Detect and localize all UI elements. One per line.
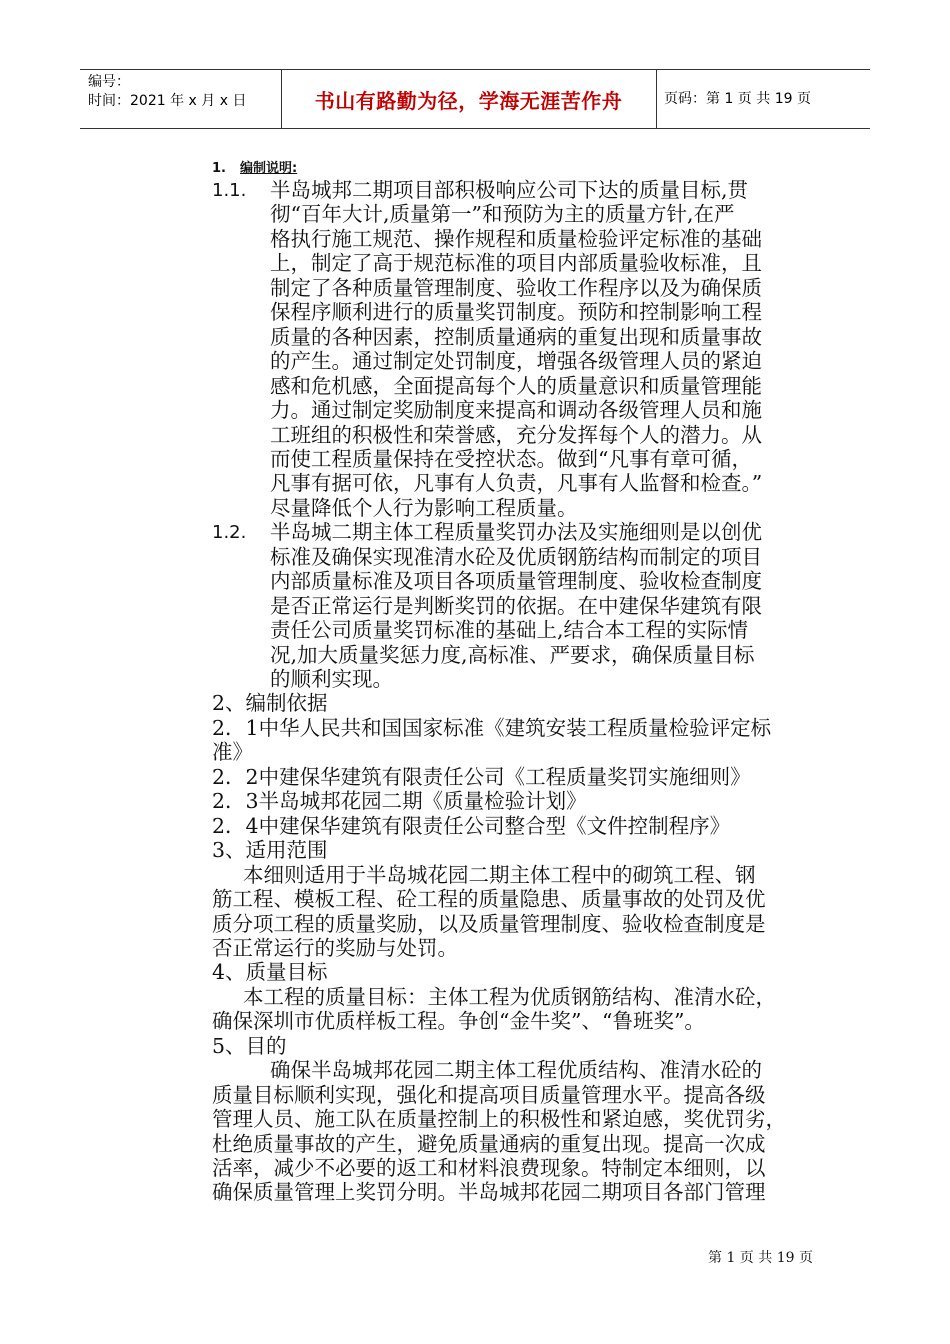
paragraph-line: 准》 [212,740,253,765]
section-1-number: 1. [212,161,226,176]
paragraph-line: 保程序顺利进行的质量奖罚制度。预防和控制影响工程 [270,300,762,325]
section-1-title: 编制说明: [239,161,298,176]
header-meta [88,73,246,111]
paragraph-line: 2．2中建保华建筑有限责任公司《工程质量奖罚实施细则》 [212,764,751,789]
paragraph-line: 本细则适用于半岛城花园二期主体工程中的砌筑工程、钢 [243,862,756,887]
doc-number-label: 编号： [88,74,130,90]
header-motto: 书山有路勤为径，学海无涯苦作舟 [314,88,623,113]
paragraph-line: 质量的各种因素，控制质量通病的重复出现和质量事故 [270,324,762,349]
paragraph-line: 本工程的质量目标：主体工程为优质钢筋结构、准清水砼， [243,984,776,1009]
paragraph-line: 确保质量管理上奖罚分明。半岛城邦花园二期项目各部门管理 [212,1180,766,1205]
paragraph-line: 力。通过制定奖励制度来提高和调动各级管理人员和施 [270,398,762,423]
page-header [80,69,870,129]
paragraph-line: 质量目标顺利实现，强化和提高项目质量管理水平。提高各级 [212,1082,766,1107]
header-page-label: 页码：第 1 页 共 19 页 [664,91,811,107]
paragraph-line: 标准及确保实现准清水砼及优质钢筋结构而制定的项目 [270,544,762,569]
paragraph-line: 半岛城二期主体工程质量奖罚办法及实施细则是以创优 [270,520,762,545]
paragraph-line: 制定了各种质量管理制度、验收工作程序以及为确保质 [270,275,762,300]
paragraph-line: 半岛城邦二期项目部积极响应公司下达的质量目标,贯 [270,178,749,202]
time-label: 时间：2021 年 x 月 x 日 [88,93,247,109]
paragraph-line: 感和危机感，全面提高每个人的质量意识和质量管理能 [270,373,762,398]
paragraph-line: 况,加大质量奖惩力度,高标准、严要求，确保质量目标 [270,642,755,667]
paragraph-line: 工班组的积极性和荣誉感，充分发挥每个人的潜力。从 [270,422,762,447]
paragraph-line: 而使工程质量保持在受控状态。做到“凡事有章可循， [270,446,752,471]
paragraph-line: 管理人员、施工队在质量控制上的积极性和紧迫感，奖优罚劣， [212,1107,786,1132]
item-number: 1.1. [212,180,247,201]
paragraph-line: 2．4中建保华建筑有限责任公司整合型《文件控制程序》 [212,813,731,838]
paragraph-line: 2．1中华人民共和国国家标准《建筑安装工程质量检验评定标 [212,715,772,740]
paragraph-line: 内部质量标准及项目各项质量管理制度、验收检查制度 [270,569,762,594]
section-heading: 4、质量目标 [212,960,328,985]
paragraph-line: 确保深圳市优质样板工程。争创“金牛奖”、“鲁班奖”。 [212,1009,705,1034]
paragraph-line: 确保半岛城邦花园二期主体工程优质结构、准清水砼的 [270,1058,762,1083]
paragraph-line: 2．3半岛城邦花园二期《质量检验计划》 [212,789,587,814]
paragraph-line: 质分项工程的质量奖励，以及质量管理制度、验收检查制度是 [212,911,766,936]
paragraph-line: 凡事有据可依，凡事有人负责，凡事有人监督和检查。” [270,471,763,496]
header-divider [656,70,657,128]
paragraph-line: 的产生。通过制定处罚制度，增强各级管理人员的紧迫 [270,349,762,374]
paragraph-line: 杜绝质量事故的产生，避免质量通病的重复出现。提高一次成 [212,1131,766,1156]
paragraph-line: 上，制定了高于规范标准的项目内部质量验收标准，且 [270,251,762,276]
paragraph-line: 责任公司质量奖罚标准的基础上,结合本工程的实际情 [270,618,749,643]
paragraph-line: 尽量降低个人行为影响工程质量。 [270,495,578,520]
paragraph-line: 的顺利实现。 [270,667,393,691]
page-footer: 第 1 页 共 19 页 [708,1250,813,1266]
paragraph-line: 格执行施工规范、操作规程和质量检验评定标准的基础 [270,226,762,251]
item-number: 1.2. [212,522,247,544]
paragraph-line: 是否正常运行是判断奖罚的依据。在中建保华建筑有限 [270,593,762,618]
section-heading: 2、编制依据 [212,691,328,716]
section-1-heading [212,157,297,176]
paragraph-line: 否正常运行的奖励与处罚。 [212,935,458,960]
section-heading: 3、适用范围 [212,838,328,863]
paragraph-line: 彻“百年大计,质量第一”和预防为主的质量方针,在严 [270,202,735,227]
paragraph-line: 活率，减少不必要的返工和材料浪费现象。特制定本细则，以 [212,1156,766,1180]
section-heading: 5、目的 [212,1033,287,1058]
paragraph-line: 筋工程、模板工程、砼工程的质量隐患、质量事故的处罚及优 [212,887,766,912]
